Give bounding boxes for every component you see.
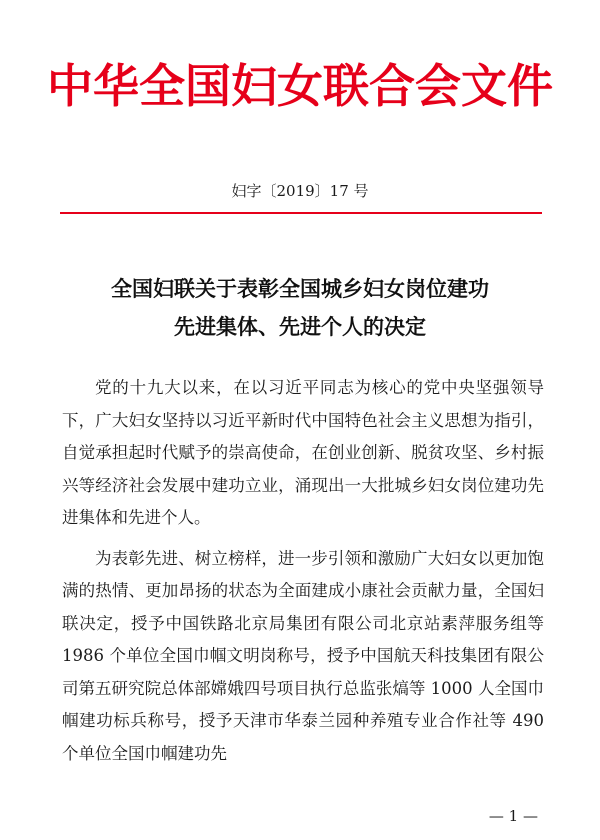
body-paragraph: 党的十九大以来，在以习近平同志为核心的党中央坚强领导下，广大妇女坚持以习近平新时代中国特色社会主义思想为指引，自觉承担起时代赋予的崇高使命，在创业创新、脱贫攻坚、乡村振兴等经济社会发展中建功立业，涌现出一大批城乡妇女岗位建功先进集体和先进个人。 (62, 378, 544, 527)
issuer-header: 中华全国妇女联合会文件 (47, 59, 553, 113)
document-body (62, 372, 544, 778)
body-paragraph: 为表彰先进、树立榜样，进一步引领和激励广大妇女以更加饱满的热情、更加昂扬的状态为全面建成小康社会贡献力量，全国妇联决定，授予中国铁路北京局集团有限公司北京站素萍服务组等 1986 个单位全国巾帼文明岗称号，授予中国航天科技集团有限公司第五研究院总体部嫦娥四号项目执行总监张熇等 1000 人全国巾帼建功标兵称号，授予天津市华泰兰园种养殖专业合作社等 490 个单位全国巾帼建功先 (62, 548, 544, 763)
title-line: 全国妇联关于表彰全国城乡妇女岗位建功 (111, 276, 489, 301)
title-line: 先进集体、先进个人的决定 (174, 314, 426, 339)
page-number: — 1 — (488, 807, 538, 825)
document-title (0, 270, 600, 346)
document-number: 妇字〔2019〕17 号 (231, 182, 369, 200)
red-divider-line (60, 212, 542, 214)
